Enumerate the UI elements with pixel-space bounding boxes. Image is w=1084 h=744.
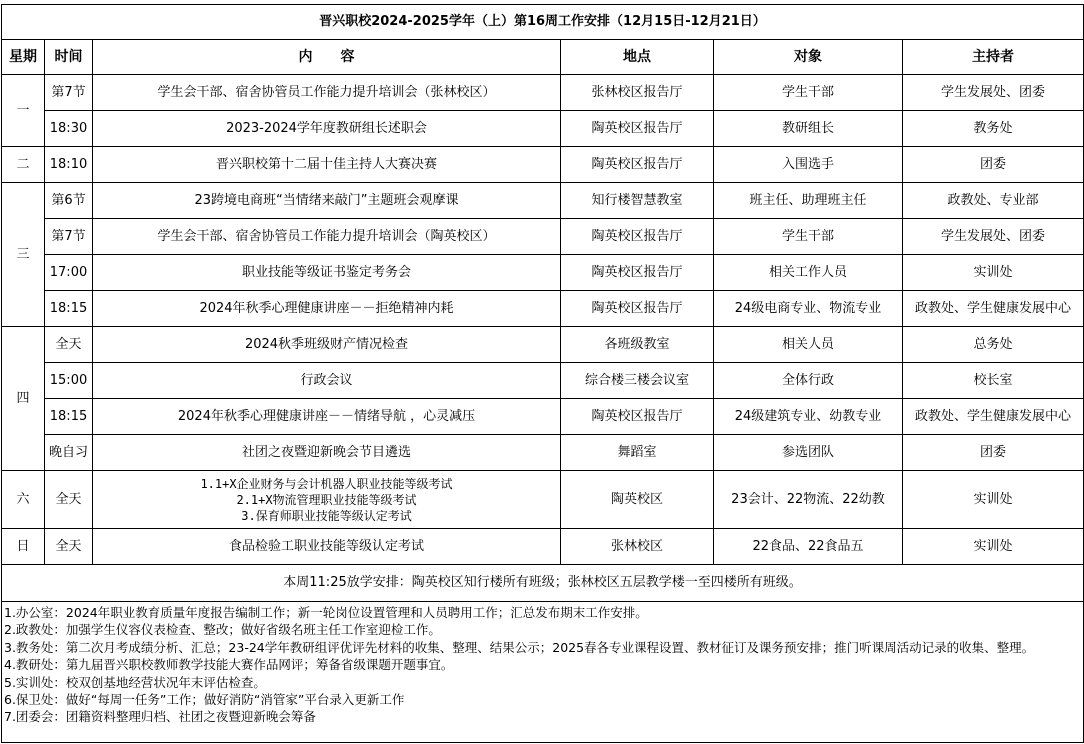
exam-item: 3.保育师职业技能等级认定考试: [241, 508, 412, 523]
place-cell: 张林校区: [561, 529, 714, 565]
table-row: [2, 75, 1084, 111]
place-cell: 陶英校区报告厅: [561, 291, 714, 327]
target-cell: 相关工作人员: [714, 255, 903, 291]
header-content: 内 容: [93, 40, 561, 75]
table-row: [2, 435, 1084, 471]
place-cell: 综合楼三楼会议室: [561, 363, 714, 399]
dismissal-notice: 本周11:25放学安排：陶英校区知行楼所有班级；张林校区五层教学楼一至四楼所有班级。: [2, 565, 1084, 602]
table-row: [2, 255, 1084, 291]
content-cell: 学生会干部、宿舍协管员工作能力提升培训会（陶英校区）: [93, 219, 561, 255]
target-cell: 22食品、22食品五: [714, 529, 903, 565]
table-row: [2, 111, 1084, 147]
content-cell: 2024秋季班级财产情况检查: [93, 327, 561, 363]
host-cell: 团委: [903, 435, 1084, 471]
target-cell: 全体行政: [714, 363, 903, 399]
day-cell-thursday: 四: [2, 327, 45, 471]
time-cell: 18:30: [45, 111, 93, 147]
content-cell: 行政会议: [93, 363, 561, 399]
time-cell: 18:15: [45, 399, 93, 435]
time-cell: 第7节: [45, 219, 93, 255]
table-row: [2, 363, 1084, 399]
time-cell: 18:10: [45, 147, 93, 183]
place-cell: 知行楼智慧教室: [561, 183, 714, 219]
host-cell: 政教处、学生健康发展中心: [903, 399, 1084, 435]
content-cell: 学生会干部、宿舍协管员工作能力提升培训会（张林校区）: [93, 75, 561, 111]
target-cell: 23会计、22物流、22幼教: [714, 471, 903, 529]
department-notes: [2, 602, 1084, 743]
time-cell: 全天: [45, 529, 93, 565]
exam-item: 2.1+X物流管理职业技能等级考试: [236, 492, 417, 507]
content-cell: 2024年秋季心理健康讲座－－情绪导航 ，心灵减压: [93, 399, 561, 435]
note-item: 4.教研处：第九届晋兴职校教师教学技能大赛作品网评；筹备省级课题开题事宜。: [4, 657, 454, 673]
time-cell: 晚自习: [45, 435, 93, 471]
target-cell: 相关人员: [714, 327, 903, 363]
target-cell: 教研组长: [714, 111, 903, 147]
place-cell: 陶英校区报告厅: [561, 219, 714, 255]
time-cell: 15:00: [45, 363, 93, 399]
place-cell: 舞蹈室: [561, 435, 714, 471]
target-cell: 24级建筑专业、幼教专业: [714, 399, 903, 435]
header-time: 时间: [45, 40, 93, 75]
table-row: [2, 529, 1084, 565]
place-cell: 各班级教室: [561, 327, 714, 363]
table-row: [2, 471, 1084, 529]
host-cell: 政教处、学生健康发展中心: [903, 291, 1084, 327]
note-item: 6.保卫处：做好“每周一任务”工作；做好消防“消管家”平台录入更新工作: [4, 692, 405, 708]
content-cell: 23跨境电商班“当情绪来敲门”主题班会观摩课: [93, 183, 561, 219]
host-cell: 实训处: [903, 255, 1084, 291]
schedule-title: 晋兴职校2024-2025学年（上）第16周工作安排（12月15日-12月21日）: [2, 5, 1084, 40]
host-cell: 团委: [903, 147, 1084, 183]
target-cell: 学生干部: [714, 219, 903, 255]
host-cell: 政教处、专业部: [903, 183, 1084, 219]
place-cell: 陶英校区报告厅: [561, 111, 714, 147]
host-cell: 实训处: [903, 529, 1084, 565]
day-cell-saturday: 六: [2, 471, 45, 529]
table-row: [2, 147, 1084, 183]
header-row: [2, 40, 1084, 75]
day-cell-tuesday: 二: [2, 147, 45, 183]
table-row: [2, 219, 1084, 255]
target-cell: 参选团队: [714, 435, 903, 471]
note-item: 5.实训处：校双创基地经营状况年末评估检查。: [4, 674, 266, 690]
header-day: 星期: [2, 40, 45, 75]
table-row: [2, 291, 1084, 327]
time-cell: 全天: [45, 327, 93, 363]
table-row: [2, 183, 1084, 219]
target-cell: 24级电商专业、物流专业: [714, 291, 903, 327]
host-cell: 实训处: [903, 471, 1084, 529]
place-cell: 陶英校区报告厅: [561, 399, 714, 435]
time-cell: 第6节: [45, 183, 93, 219]
table-row: [2, 327, 1084, 363]
host-cell: 学生发展处、团委: [903, 219, 1084, 255]
time-cell: 全天: [45, 471, 93, 529]
content-cell: 晋兴职校第十二届十佳主持人大赛决赛: [93, 147, 561, 183]
day-cell-sunday: 日: [2, 529, 45, 565]
content-cell: 职业技能等级证书鉴定考务会: [93, 255, 561, 291]
note-item: 7.团委会：团籍资料整理归档、社团之夜暨迎新晚会筹备: [4, 709, 316, 725]
note-item: 2.政教处：加强学生仪容仪表检查、整改；做好省级名班主任工作室迎检工作。: [4, 622, 441, 638]
header-host: 主持者: [903, 40, 1084, 75]
time-cell: 第7节: [45, 75, 93, 111]
header-place: 地点: [561, 40, 714, 75]
host-cell: 总务处: [903, 327, 1084, 363]
target-cell: 学生干部: [714, 75, 903, 111]
exam-item: 1.1+X企业财务与会计机器人职业技能等级考试: [200, 476, 453, 491]
day-cell-wednesday: 三: [2, 183, 45, 327]
content-cell: 2023-2024学年度教研组长述职会: [93, 111, 561, 147]
place-cell: 陶英校区报告厅: [561, 255, 714, 291]
content-cell: 食品检验工职业技能等级认定考试: [93, 529, 561, 565]
time-cell: 18:15: [45, 291, 93, 327]
table-row: [2, 399, 1084, 435]
target-cell: 班主任、助理班主任: [714, 183, 903, 219]
content-cell: 2024年秋季心理健康讲座－－拒绝精神内耗: [93, 291, 561, 327]
place-cell: 陶英校区: [561, 471, 714, 529]
header-target: 对象: [714, 40, 903, 75]
content-cell: [93, 471, 561, 529]
schedule-table: [1, 4, 1084, 743]
note-item: 1.办公室：2024年职业教育质量年度报告编制工作；新一轮岗位设置管理和人员聘用工作；汇总发布期末工作安排。: [4, 605, 648, 620]
time-cell: 17:00: [45, 255, 93, 291]
place-cell: 张林校区报告厅: [561, 75, 714, 111]
host-cell: 学生发展处、团委: [903, 75, 1084, 111]
host-cell: 校长室: [903, 363, 1084, 399]
content-cell: 社团之夜暨迎新晚会节目遴选: [93, 435, 561, 471]
note-item: 3.教务处：第二次月考成绩分析、汇总；23-24学年教研组评优评先材料的收集、整理、结果公示；2025春各专业课程设置、教材征订及课务预安排；推门听课周活动记录的收集、整理。: [4, 639, 1035, 655]
place-cell: 陶英校区报告厅: [561, 147, 714, 183]
day-cell-monday: 一: [2, 75, 45, 147]
host-cell: 教务处: [903, 111, 1084, 147]
target-cell: 入围选手: [714, 147, 903, 183]
